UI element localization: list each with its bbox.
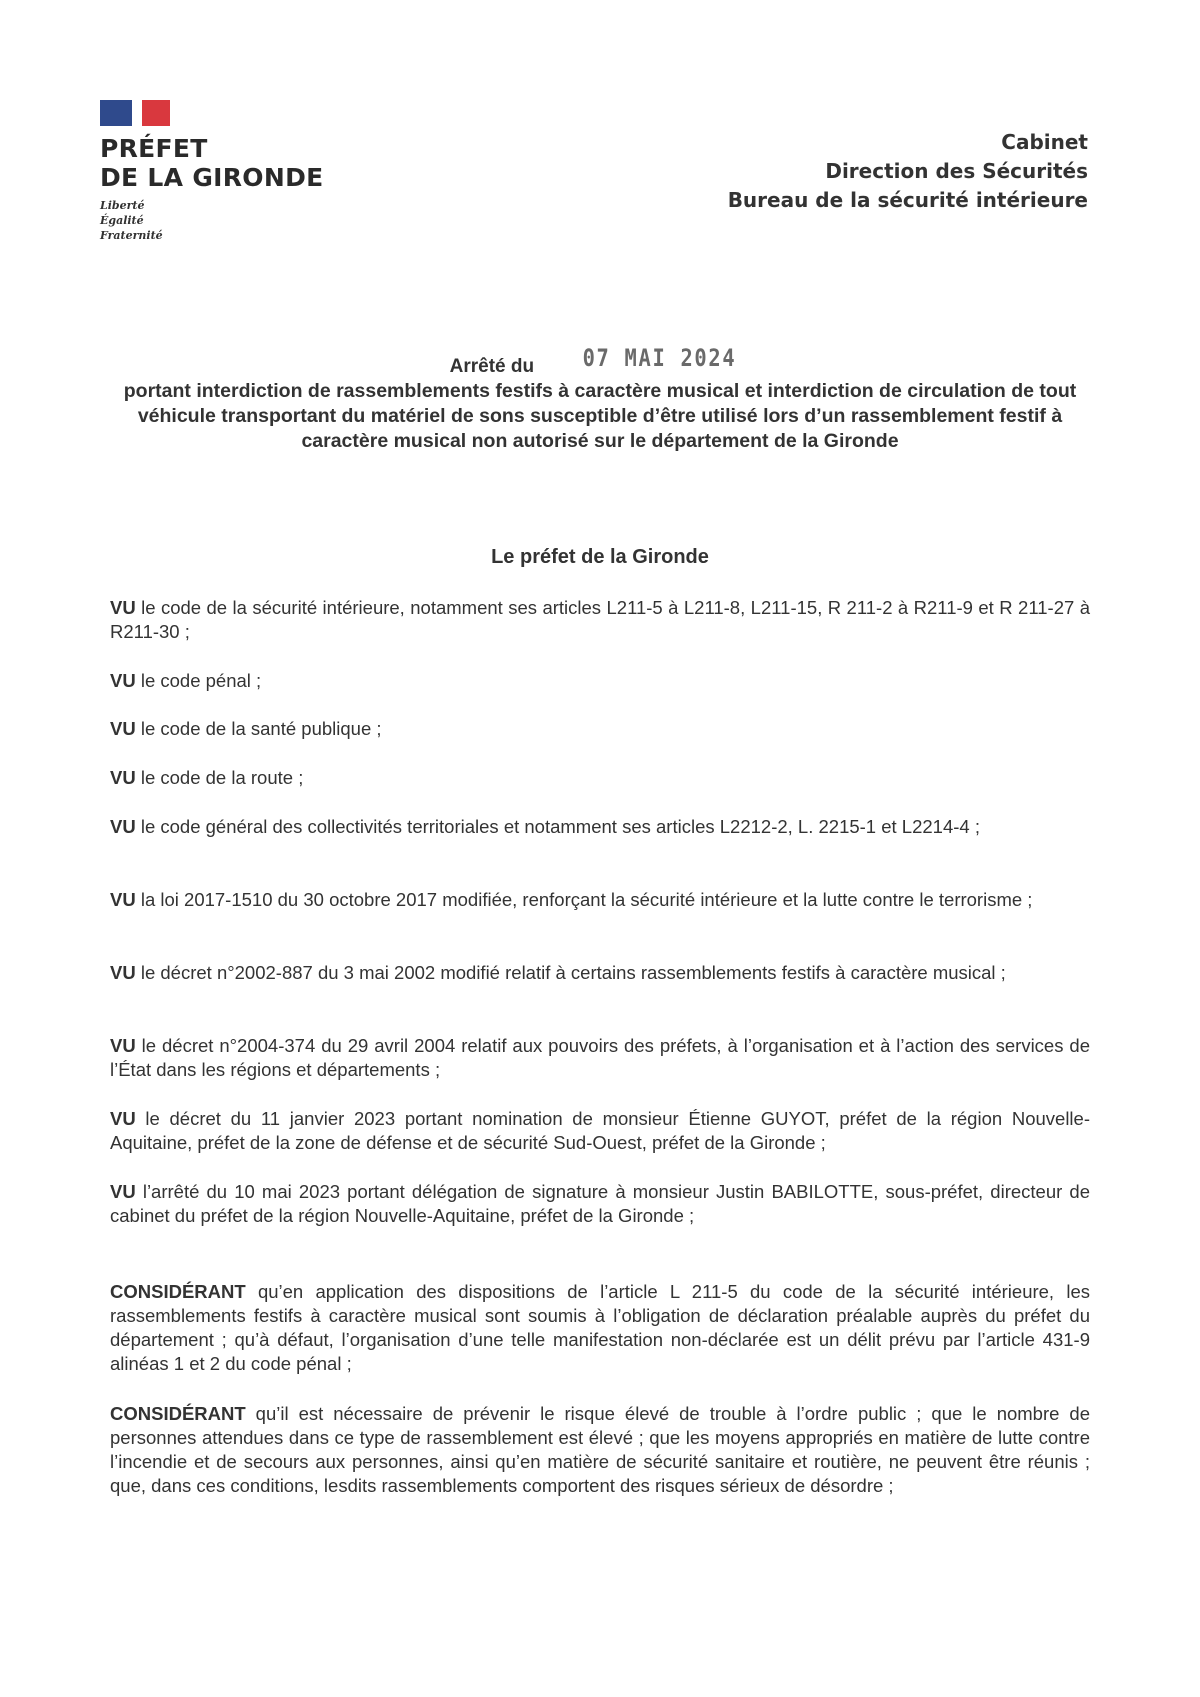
visa-text: la loi 2017-1510 du 30 octobre 2017 modifiée, renforçant la sécurité intérieure et la lutte contre le terrorisme ; [135, 889, 1033, 910]
considerant-keyword: CONSIDÉRANT [110, 1403, 246, 1424]
date-stamp: 07 MAI 2024 [582, 344, 737, 372]
decree-subject: portant interdiction de rassemblements festifs à caractère musical et interdiction de circulation de tout véhicule transportant du matériel de sons susceptible d’être utilisé lors d’un rassemblement festif à caractère musical non autorisé sur le département de la Gironde [123, 380, 1077, 452]
considerant-text: qu’en application des dispositions de l’article L 211-5 du code de la sécurité intérieure, les rassemblements festifs à caractère musical sont soumis à l’obligation de déclaration préalable auprès du préfet du département ; qu’à défaut, l’organisation d’une telle manifestation non-déclarée est un délit prévu par l’article 431-9 alinéas 1 et 2 du code pénal ; [110, 1281, 1090, 1374]
visa-text: le code de la sécurité intérieure, notamment ses articles L211-5 à L211-8, L211-15, R 211-2 à R211-9 et R 211-27 à R211-30 ; [110, 597, 1090, 642]
considerant-keyword: CONSIDÉRANT [110, 1281, 246, 1302]
visa-keyword: VU [110, 1035, 136, 1056]
republic-motto [100, 198, 360, 243]
visa-keyword: VU [110, 889, 136, 910]
service-line: Bureau de la sécurité intérieure [727, 188, 1088, 212]
visa-paragraph [110, 888, 1090, 912]
visa-keyword: VU [110, 767, 136, 788]
considerant-paragraph [110, 1402, 1090, 1498]
decree-label: Arrêté du [449, 356, 535, 377]
visa-text: le code pénal ; [135, 670, 262, 691]
visa-keyword: VU [110, 670, 136, 691]
marianne-flag-icon [100, 100, 170, 126]
issuing-authority: Le préfet de la Gironde [491, 546, 709, 568]
visa-keyword: VU [110, 718, 136, 739]
visa-keyword: VU [110, 816, 136, 837]
flag-blue-block [100, 100, 132, 126]
visa-text: le décret du 11 janvier 2023 portant nomination de monsieur Étienne GUYOT, préfet de la région Nouvelle-Aquitaine, préfet de la zone de défense et de sécurité Sud-Ouest, préfet de la Gironde ; [110, 1108, 1090, 1153]
visa-keyword: VU [110, 1181, 136, 1202]
decree-date-line [100, 344, 1100, 381]
visa-paragraph [110, 596, 1090, 644]
visa-paragraph [110, 1180, 1090, 1228]
logo-title [100, 134, 360, 192]
service-line: Direction des Sécurités [825, 159, 1088, 183]
visa-paragraph [110, 669, 1090, 693]
visa-text: le décret n°2002-887 du 3 mai 2002 modifié relatif à certains rassemblements festifs à caractère musical ; [135, 962, 1006, 983]
service-line: Cabinet [1001, 130, 1088, 154]
visa-text: le code général des collectivités territoriales et notamment ses articles L2212-2, L. 2215-1 et L2214-4 ; [135, 816, 980, 837]
logo-title-line: DE LA GIRONDE [100, 163, 324, 192]
motto-line: Égalité [100, 214, 144, 227]
visa-keyword: VU [110, 1108, 136, 1129]
motto-line: Fraternité [100, 229, 163, 242]
considerant-paragraph [110, 1280, 1090, 1376]
visa-paragraph [110, 815, 1090, 839]
issuing-service [728, 128, 1088, 215]
motto-line: Liberté [100, 199, 145, 212]
visa-text: le code de la santé publique ; [135, 718, 382, 739]
visa-keyword: VU [110, 597, 136, 618]
visa-text: le décret n°2004-374 du 29 avril 2004 relatif aux pouvoirs des préfets, à l’organisation et à l’action des services de l’État dans les régions et départements ; [110, 1035, 1090, 1080]
visa-paragraph [110, 1034, 1090, 1082]
considerant-text: qu’il est nécessaire de prévenir le risque élevé de trouble à l’ordre public ; que le nombre de personnes attendues dans ce type de rassemblement est élevé ; que les moyens appropriés en matière de lutte contre l’incendie et de secours aux personnes, ainsi qu’en matière de sécurité sanitaire et routière, ne peuvent être réunis ; que, dans ces conditions, lesdits rassemblements comportent des risques sérieux de désordre ; [110, 1403, 1090, 1496]
visa-paragraph [110, 961, 1090, 985]
visa-keyword: VU [110, 962, 136, 983]
visa-text: l’arrêté du 10 mai 2023 portant délégation de signature à monsieur Justin BABILOTTE, sous-préfet, directeur de cabinet du préfet de la région Nouvelle-Aquitaine, préfet de la Gironde ; [110, 1181, 1090, 1226]
visa-paragraph [110, 766, 1090, 790]
visa-text: le code de la route ; [135, 767, 304, 788]
visa-paragraph [110, 717, 1090, 741]
decree-title [100, 344, 1100, 454]
prefecture-logo [100, 100, 360, 243]
visa-paragraph [110, 1107, 1090, 1155]
logo-title-line: PRÉFET [100, 134, 208, 163]
flag-red-block [142, 100, 170, 126]
